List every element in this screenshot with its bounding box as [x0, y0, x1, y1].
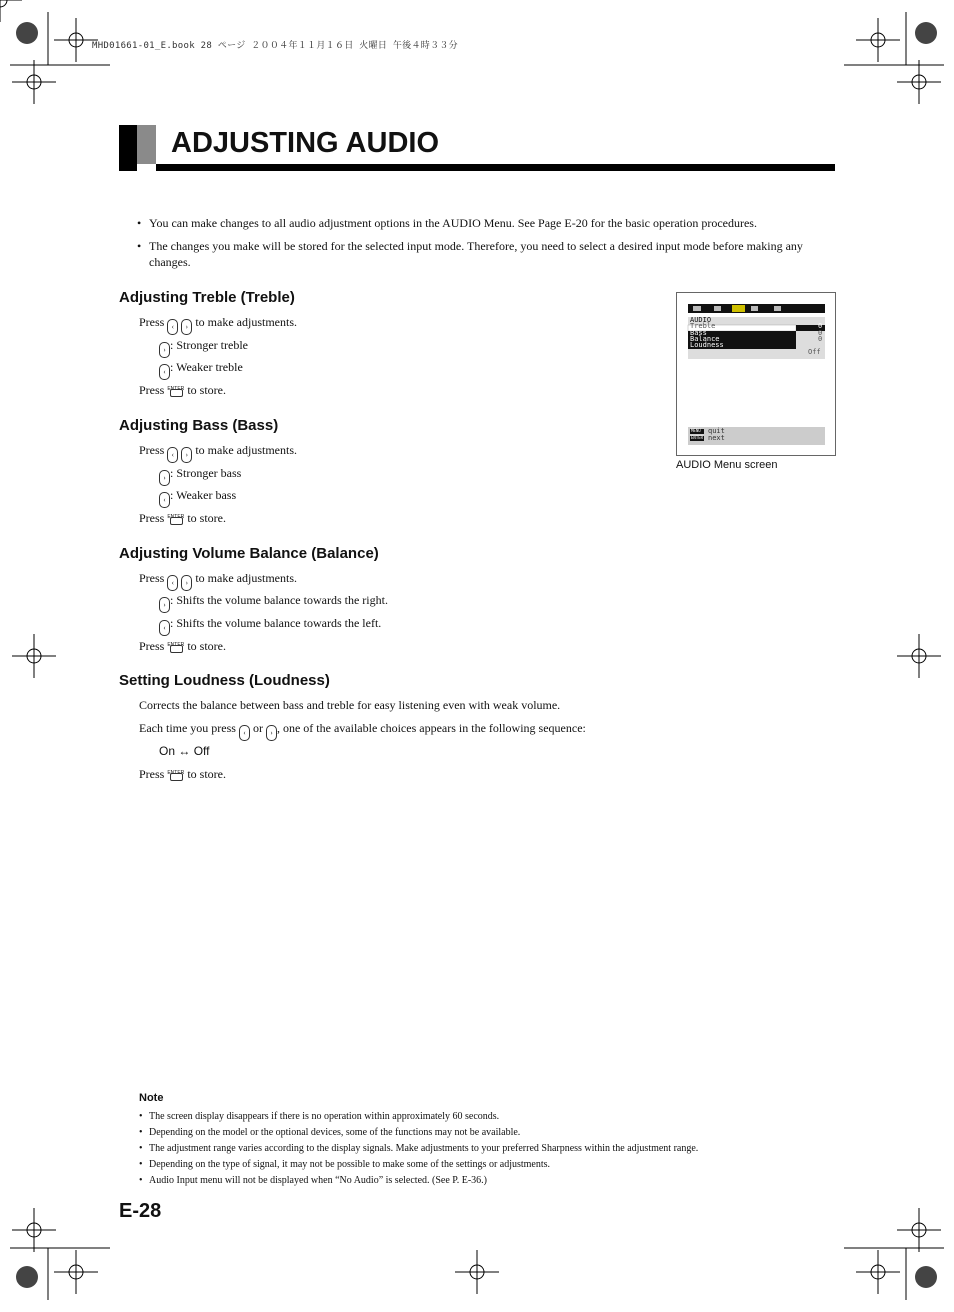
left-button-icon: ‹: [159, 492, 170, 508]
menu-row-label: Treble: [690, 322, 716, 330]
note-item: • Depending on the model or the optional devices, some of the functions may not be available.: [139, 1125, 698, 1141]
enter-button-icon: ENTER: [167, 767, 184, 781]
left-button-icon: ‹: [159, 620, 170, 636]
section-heading-bass: Adjusting Bass (Bass): [119, 417, 279, 434]
enter-button-icon: ENTER: [167, 639, 184, 653]
left-button-icon: ‹: [239, 725, 250, 741]
right-button-icon: ›: [181, 575, 192, 591]
balance-press-line: Press ‹ › to make adjustments.: [139, 571, 297, 591]
treble-down-line: ‹ : Weaker treble: [159, 360, 243, 380]
page-title: ADJUSTING AUDIO: [171, 127, 439, 159]
menu-row-value: 0: [818, 329, 823, 337]
bass-store-line: Press ENTER to store.: [139, 511, 227, 525]
loudness-each-line: Each time you press ‹ or › , one of the available choices appears in the following sequence:: [139, 721, 586, 741]
section-heading-loudness: Setting Loudness (Loudness): [119, 672, 330, 689]
treble-up-line: › : Stronger treble: [159, 338, 248, 358]
right-button-icon: ›: [181, 319, 192, 335]
header-meta: MHD01661-01_E.book 28 ページ ２００４年１１月１６日 火曜日 午後４時３３分: [92, 41, 458, 51]
treble-press-line: Press ‹ › to make adjustments.: [139, 315, 297, 335]
left-button-icon: ‹: [159, 364, 170, 380]
balance-down-line: ‹ : Shifts the volume balance towards the left.: [159, 616, 381, 636]
right-button-icon: ›: [159, 597, 170, 613]
enter-button-icon: ENTER: [167, 511, 184, 525]
balance-store-line: Press ENTER to store.: [139, 639, 227, 653]
loudness-sequence: On ↔ Off: [159, 744, 210, 758]
menu-row-value: Off: [808, 348, 821, 356]
right-button-icon: ›: [159, 342, 170, 358]
note-list: [139, 1109, 698, 1189]
title-bar: [119, 125, 835, 171]
section-heading-balance: Adjusting Volume Balance (Balance): [119, 545, 379, 562]
menu-row-label: Bass: [690, 329, 707, 337]
enter-button-icon: ENTER: [167, 383, 184, 397]
screen-caption: AUDIO Menu screen: [676, 459, 778, 471]
balance-up-line: › : Shifts the volume balance towards the right.: [159, 593, 388, 613]
note-item: • The adjustment range varies according to the display signals. Make adjustments to your preferred Sharpness within the adjustment range.: [139, 1141, 698, 1157]
menu-action: quit: [708, 427, 725, 435]
right-button-icon: ›: [181, 447, 192, 463]
menu-title: AUDIO: [690, 316, 712, 324]
loudness-store-line: Press ENTER to store.: [139, 767, 227, 781]
bass-press-line: Press ‹ › to make adjustments.: [139, 443, 297, 463]
treble-store-line: Press ENTER to store.: [139, 383, 227, 397]
note-item: • Audio Input menu will not be displayed when “No Audio” is selected. (See P. E-36.): [139, 1173, 698, 1189]
intro-item: • The changes you make will be stored for the selected input mode. Therefore, you need to select a desired input mode before making any changes.: [137, 239, 803, 269]
menu-row-value: 0: [818, 322, 823, 330]
menu-row-label: Balance: [690, 335, 720, 343]
right-button-icon: ›: [266, 725, 277, 741]
section-heading-treble: Adjusting Treble (Treble): [119, 289, 295, 306]
left-button-icon: ‹: [167, 447, 178, 463]
enter-action: next: [708, 434, 725, 442]
note-item: • Depending on the type of signal, it may not be possible to make some of the settings or adjustments.: [139, 1157, 698, 1173]
enter-key: ENTER: [691, 435, 704, 440]
left-button-icon: ‹: [167, 575, 178, 591]
intro-item: • You can make changes to all audio adjustment options in the AUDIO Menu. See Page E-20 for the basic operation procedures.: [137, 216, 757, 230]
note-item: • The screen display disappears if there is no operation within approximately 60 seconds.: [139, 1109, 698, 1125]
audio-menu-screen: [676, 292, 836, 456]
menu-key: MENU: [691, 428, 701, 433]
note-heading: Note: [139, 1092, 164, 1104]
page-number: E-28: [119, 1200, 162, 1222]
menu-row-label: Loudness: [690, 341, 724, 349]
loudness-desc: Corrects the balance between bass and treble for easy listening even with weak volume.: [139, 698, 561, 712]
menu-row-value: 0: [818, 335, 823, 343]
right-button-icon: ›: [159, 470, 170, 486]
bass-up-line: › : Stronger bass: [159, 466, 241, 486]
left-button-icon: ‹: [167, 319, 178, 335]
bass-down-line: ‹ : Weaker bass: [159, 488, 236, 508]
